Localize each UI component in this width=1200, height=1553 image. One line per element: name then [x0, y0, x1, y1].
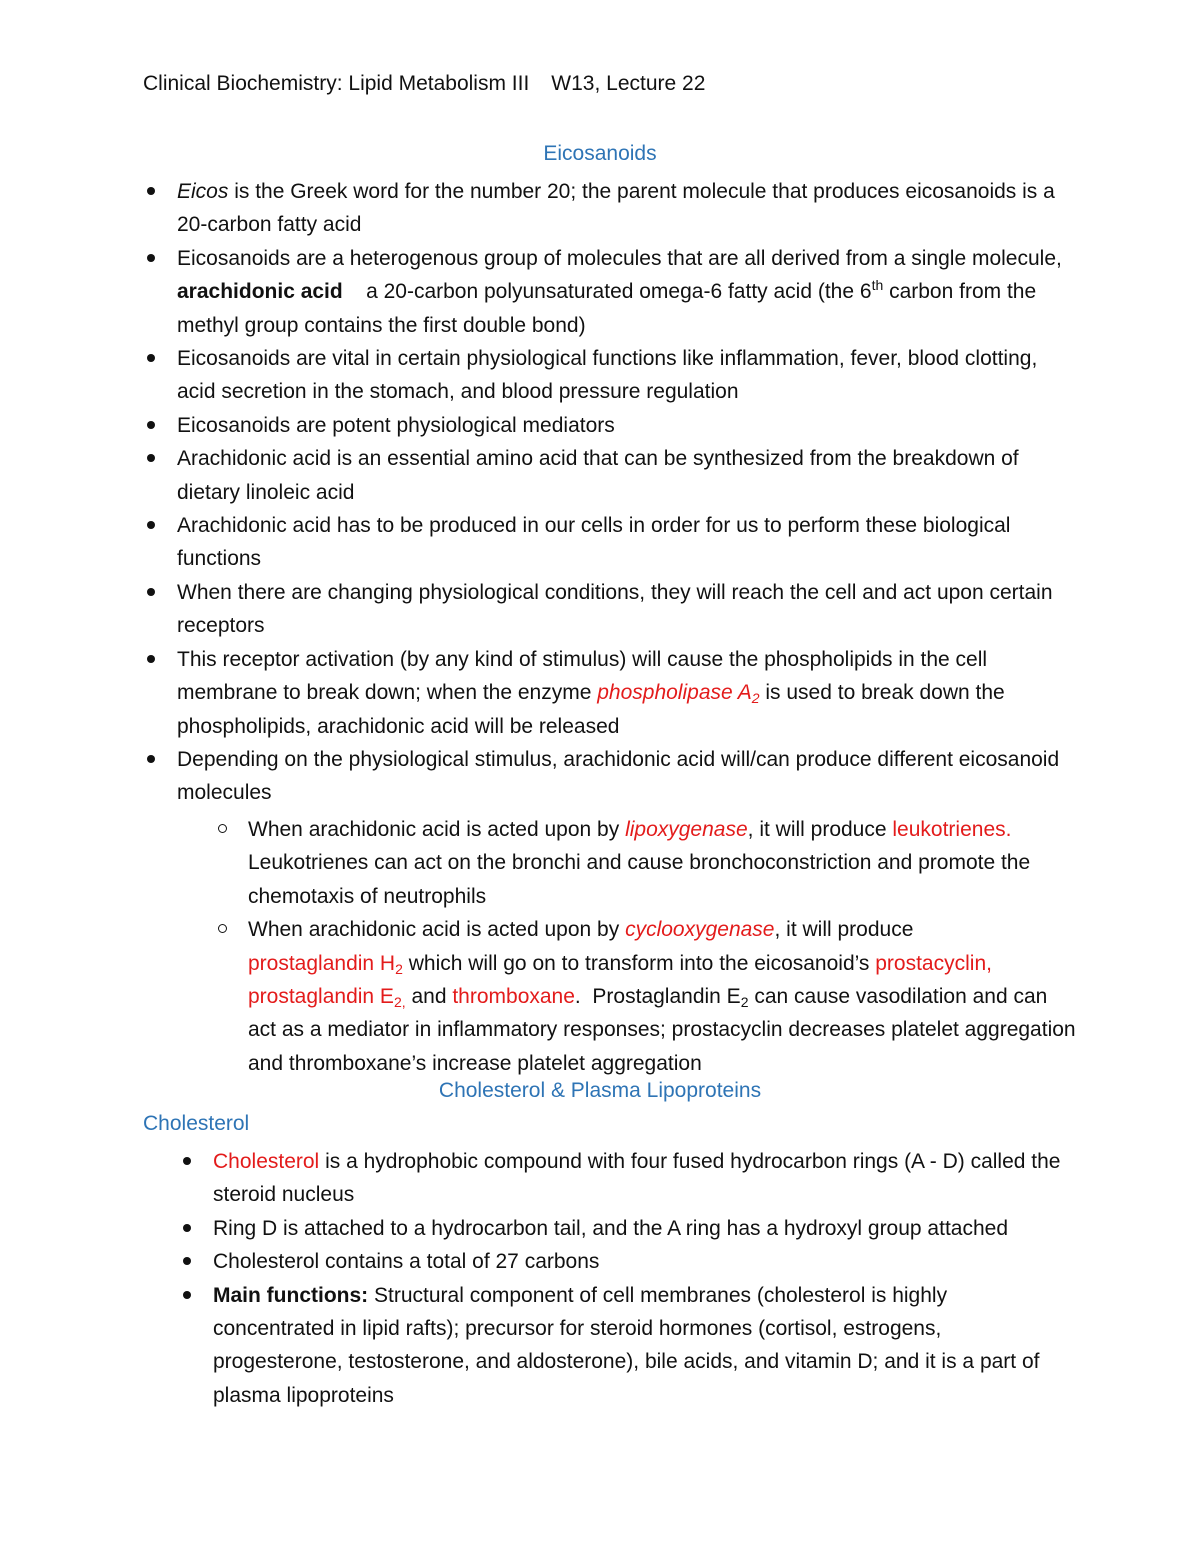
list-item: Cholesterol contains a total of 27 carbons: [213, 1245, 1073, 1278]
list-item: This receptor activation (by any kind of stimulus) will cause the phospholipids in the cell membrane to break down; when the enzyme phospholipase $A_2$ is used to break down the phospholipids, arachidonic acid will be released: [177, 643, 1077, 743]
hollow-bullet-icon: [214, 813, 230, 846]
list-item: Arachidonic acid is an essential amino acid that can be synthesized from the breakdown of dietary linoleic acid: [177, 442, 1077, 509]
list-item: Main functions: Structural component of cell membranes (cholesterol is highly concentrated in lipid rafts); precursor for steroid hormones (cortisol, estrogens, progesterone, testosterone, and aldosterone), bile acids, and vitamin D; and it is a part of plasma lipoproteins: [213, 1279, 1073, 1413]
list-item: Cholesterol is a hydrophobic compound with four fused hydrocarbon rings (A - D) called the steroid nucleus: [213, 1145, 1073, 1212]
eicosanoids-sublist: [248, 813, 1078, 1080]
bullet-icon: [143, 576, 159, 609]
document-header: [143, 72, 705, 96]
list-item: Eicosanoids are potent physiological mediators: [177, 409, 1077, 442]
enzyme-phospholipase: phospholipase $A_2$: [597, 681, 760, 707]
product-prostaglandin-h2: prostaglandin $H_2$: [248, 951, 403, 977]
list-item: Ring D is attached to a hydrocarbon tail, and the A ring has a hydroxyl group attached: [213, 1212, 1073, 1245]
bullet-icon: [143, 409, 159, 442]
product-leukotrienes: leukotrienes.: [892, 818, 1012, 841]
course-title: Clinical Biochemistry: Lipid Metabolism III: [143, 72, 530, 95]
bullet-icon: [143, 643, 159, 676]
list-item: Arachidonic acid has to be produced in our cells in order for us to perform these biological functions: [177, 509, 1077, 576]
bullet-icon: [143, 242, 159, 275]
bullet-icon: [179, 1279, 195, 1312]
list-item: Eicosanoids are vital in certain physiological functions like inflammation, fever, blood clotting, acid secretion in the stomach, and blood pressure regulation: [177, 342, 1077, 409]
list-item: When arachidonic acid is acted upon by lipoxygenase, it will produce leukotrienes. Leukotrienes can act on the bronchi and cause bronchoconstriction and promote the chemotaxis of neutrophils: [248, 813, 1078, 913]
lecture-label: W13, Lecture 22: [551, 72, 706, 95]
eicosanoids-list: [177, 175, 1077, 810]
subheading-cholesterol: Cholesterol: [143, 1112, 250, 1135]
list-item: When arachidonic acid is acted upon by cyclooxygenase, it will produce prostaglandin $H_2$ which will go on to transform into the eicosanoid’s prostacyclin, prostaglandin $E_{2,}$ and thromboxane. Prostaglandin $E_2$ can cause vasodilation and can act as a mediator in inflammatory responses; prostacyclin decreases platelet aggregation and thromboxane’s increase platelet aggregation: [248, 913, 1078, 1080]
list-item: Depending on the physiological stimulus, arachidonic acid will/can produce different eicosanoid molecules: [177, 743, 1077, 810]
product-thromboxane: thromboxane: [452, 985, 575, 1009]
bullet-icon: [143, 175, 159, 208]
term-cholesterol: Cholesterol: [213, 1150, 320, 1173]
list-item: Eicos is the Greek word for the number 20; the parent molecule that produces eicosanoids is a 20-carbon fatty acid: [177, 175, 1077, 242]
product-prostacyclin: prostacyclin,: [875, 951, 992, 975]
bullet-icon: [179, 1212, 195, 1245]
enzyme-cyclooxygenase: cyclooxygenase: [625, 918, 775, 942]
hollow-bullet-icon: [214, 913, 230, 946]
list-item: When there are changing physiological conditions, they will reach the cell and act upon certain receptors: [177, 576, 1077, 643]
heading-cholesterol-lipoproteins: Cholesterol & Plasma Lipoproteins: [438, 1079, 762, 1102]
bullet-icon: [179, 1245, 195, 1278]
bullet-icon: [143, 509, 159, 542]
bullet-icon: [179, 1145, 195, 1178]
product-prostaglandin-e2: prostaglandin $E_{2,}$: [248, 985, 406, 1011]
cholesterol-list: [213, 1145, 1073, 1412]
bullet-icon: [143, 342, 159, 375]
term-arachidonic-acid: arachidonic acid: [177, 280, 343, 304]
bullet-icon: [143, 743, 159, 776]
term-main-functions: Main functions:: [213, 1283, 369, 1307]
list-item: Eicosanoids are a heterogenous group of molecules that are all derived from a single molecule, arachidonic acid a 20-carbon polyunsaturated omega-6 fatty acid (the 6th carbon from the methyl group contains the first double bond): [177, 242, 1077, 342]
enzyme-lipoxygenase: lipoxygenase: [625, 818, 748, 841]
heading-eicosanoids: Eicosanoids: [543, 142, 657, 165]
bullet-icon: [143, 442, 159, 475]
